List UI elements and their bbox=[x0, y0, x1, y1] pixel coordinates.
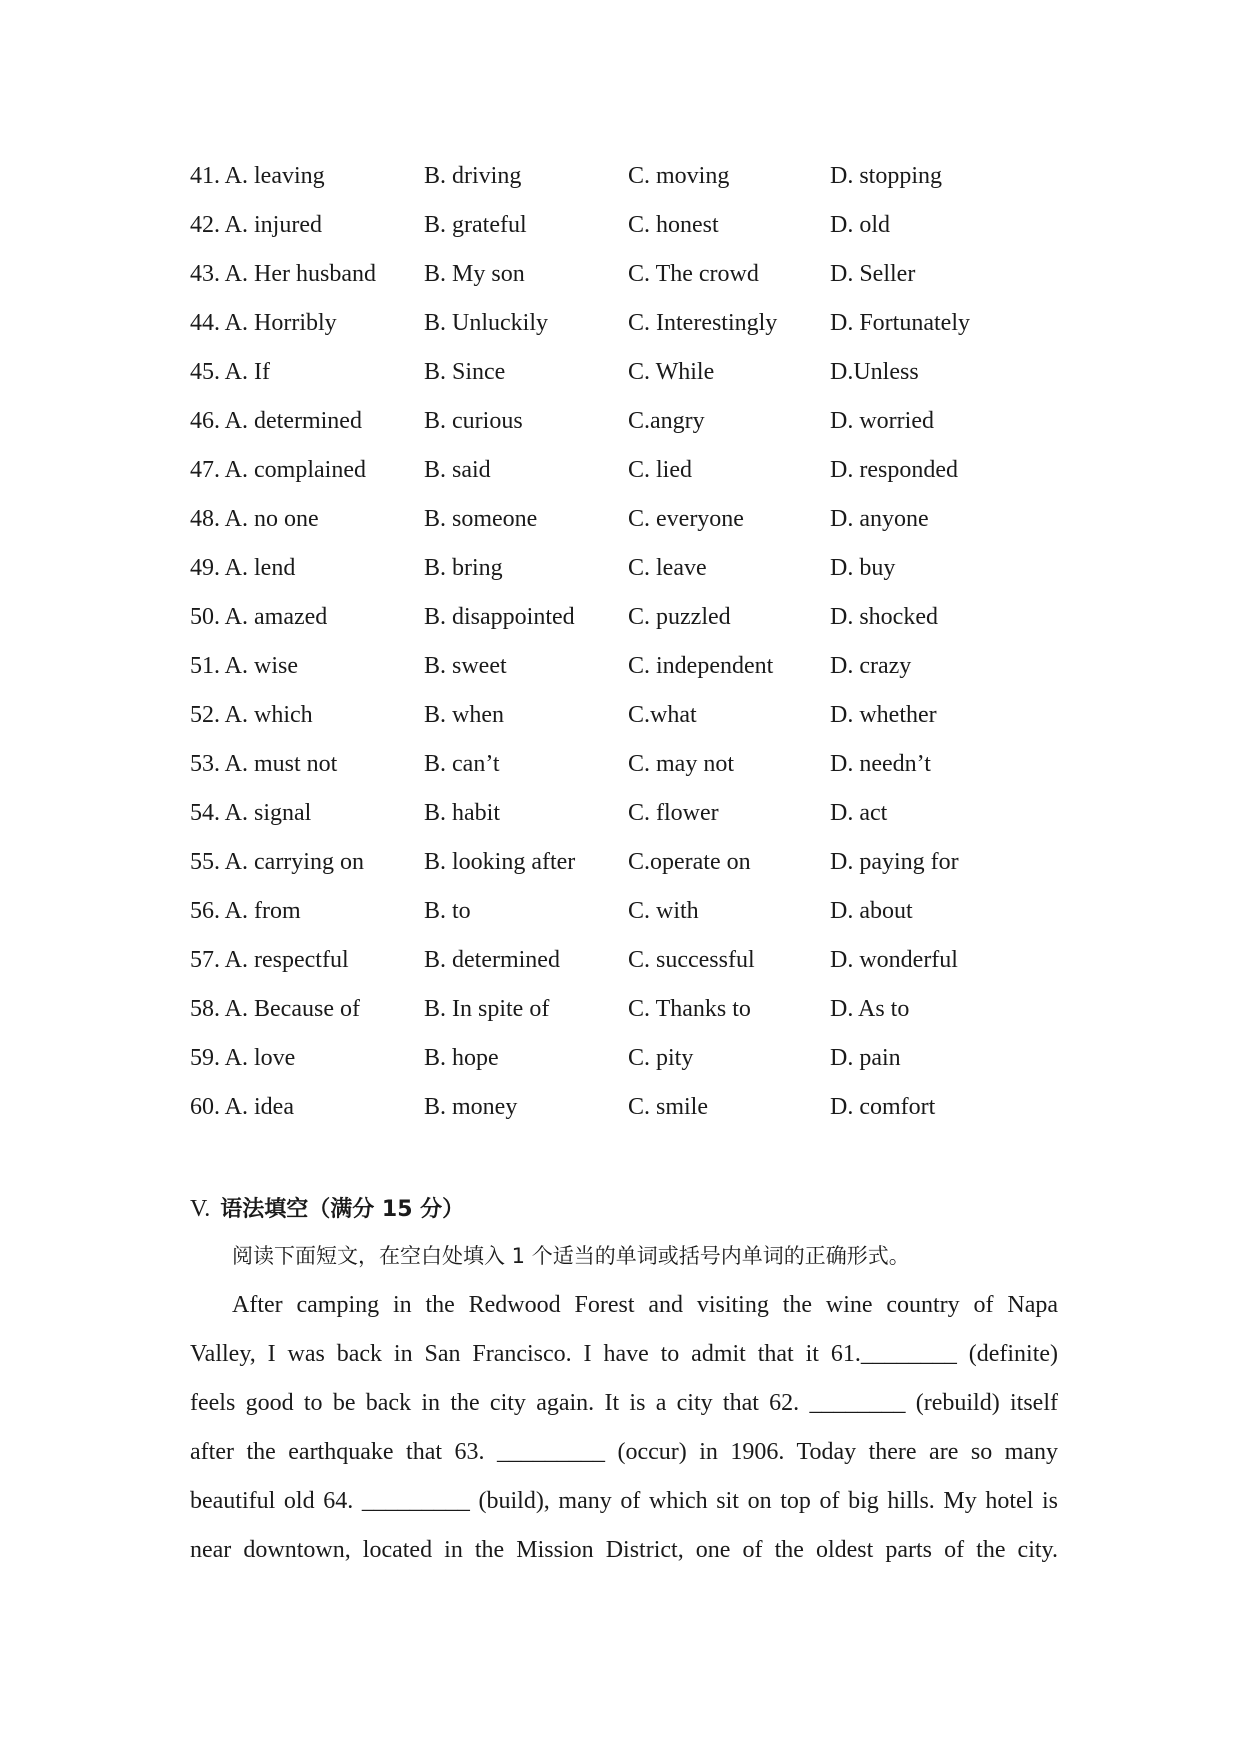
section-title: 语法填空（满分 15 分） bbox=[220, 1197, 465, 1222]
choice-row bbox=[190, 544, 1090, 593]
option-b: B. hope bbox=[424, 1045, 499, 1071]
choice-row bbox=[190, 642, 1090, 691]
option-b: B. Unluckily bbox=[424, 310, 548, 336]
option-c: C. moving bbox=[628, 163, 730, 189]
section-number: V. bbox=[190, 1196, 211, 1222]
option-a: 43. A. Her husband bbox=[190, 261, 376, 287]
option-c: C. Thanks to bbox=[628, 996, 751, 1022]
option-d: D. buy bbox=[830, 555, 896, 581]
option-b: B. someone bbox=[424, 506, 538, 532]
option-c: C. smile bbox=[628, 1094, 709, 1120]
option-a: 55. A. carrying on bbox=[190, 849, 364, 875]
option-b: B. grateful bbox=[424, 212, 527, 238]
option-d: D. shocked bbox=[830, 604, 938, 630]
choice-row bbox=[190, 1083, 1090, 1132]
choice-row bbox=[190, 887, 1090, 936]
option-d: D. paying for bbox=[830, 849, 959, 875]
choice-row bbox=[190, 201, 1090, 250]
option-c: C. The crowd bbox=[628, 261, 759, 287]
option-d: D. Seller bbox=[830, 261, 916, 287]
section-instruction: 阅读下面短文，在空白处填入 1 个适当的单词或括号内单词的正确形式。 bbox=[232, 1244, 910, 1268]
option-c: C.angry bbox=[628, 408, 705, 434]
option-b: B. when bbox=[424, 702, 504, 728]
choice-row bbox=[190, 936, 1090, 985]
grammar-section bbox=[190, 1186, 1058, 1575]
option-c: C. flower bbox=[628, 800, 719, 826]
option-a: 60. A. idea bbox=[190, 1094, 294, 1120]
passage-line: near downtown, located in the Mission District, one of the oldest parts of the city. bbox=[190, 1537, 1058, 1563]
choice-list bbox=[190, 152, 1090, 1132]
option-c: C. everyone bbox=[628, 506, 744, 532]
option-d: D. old bbox=[830, 212, 890, 238]
option-c: C. leave bbox=[628, 555, 707, 581]
option-b: B. disappointed bbox=[424, 604, 575, 630]
option-b: B. determined bbox=[424, 947, 560, 973]
option-d: D. act bbox=[830, 800, 888, 826]
option-b: B. money bbox=[424, 1094, 518, 1120]
option-b: B. In spite of bbox=[424, 996, 550, 1022]
option-a: 41. A. leaving bbox=[190, 163, 325, 189]
choice-row bbox=[190, 348, 1090, 397]
option-a: 54. A. signal bbox=[190, 800, 312, 826]
option-b: B. curious bbox=[424, 408, 523, 434]
option-b: B. sweet bbox=[424, 653, 507, 679]
passage bbox=[190, 1281, 1058, 1575]
option-a: 56. A. from bbox=[190, 898, 301, 924]
choice-row bbox=[190, 250, 1090, 299]
option-a: 42. A. injured bbox=[190, 212, 322, 238]
option-c: C. independent bbox=[628, 653, 774, 679]
option-a: 46. A. determined bbox=[190, 408, 362, 434]
choice-row bbox=[190, 691, 1090, 740]
choice-row bbox=[190, 397, 1090, 446]
option-d: D. comfort bbox=[830, 1094, 936, 1120]
option-d: D. worried bbox=[830, 408, 934, 434]
passage-line: Valley, I was back in San Francisco. I have to admit that it 61.________ (definite) bbox=[190, 1341, 1058, 1367]
option-a: 48. A. no one bbox=[190, 506, 319, 532]
choice-row bbox=[190, 495, 1090, 544]
option-b: B. habit bbox=[424, 800, 500, 826]
choice-row bbox=[190, 446, 1090, 495]
choice-row bbox=[190, 789, 1090, 838]
option-b: B. can’t bbox=[424, 751, 500, 777]
option-c: C. While bbox=[628, 359, 715, 385]
option-d: D. needn’t bbox=[830, 751, 931, 777]
option-b: B. to bbox=[424, 898, 471, 924]
option-a: 52. A. which bbox=[190, 702, 313, 728]
option-d: D. wonderful bbox=[830, 947, 958, 973]
option-d: D. stopping bbox=[830, 163, 943, 189]
option-a: 59. A. love bbox=[190, 1045, 296, 1071]
option-c: C. may not bbox=[628, 751, 734, 777]
option-d: D. Fortunately bbox=[830, 310, 970, 336]
option-c: C. puzzled bbox=[628, 604, 731, 630]
option-a: 47. A. complained bbox=[190, 457, 366, 483]
option-b: B. My son bbox=[424, 261, 525, 287]
option-a: 50. A. amazed bbox=[190, 604, 328, 630]
option-c: C. pity bbox=[628, 1045, 694, 1071]
choice-row bbox=[190, 593, 1090, 642]
section-heading bbox=[190, 1186, 1058, 1232]
option-c: C. with bbox=[628, 898, 699, 924]
option-d: D. about bbox=[830, 898, 913, 924]
option-a: 51. A. wise bbox=[190, 653, 298, 679]
option-b: B. driving bbox=[424, 163, 522, 189]
choice-row bbox=[190, 985, 1090, 1034]
passage-line: feels good to be back in the city again. It is a city that 62. ________ (rebuild) itself bbox=[190, 1390, 1058, 1416]
option-c: C. Interestingly bbox=[628, 310, 778, 336]
option-c: C.what bbox=[628, 702, 697, 728]
choice-row bbox=[190, 1034, 1090, 1083]
option-d: D.Unless bbox=[830, 359, 919, 385]
option-d: D. crazy bbox=[830, 653, 912, 679]
passage-line: After camping in the Redwood Forest and visiting the wine country of Napa bbox=[232, 1292, 1058, 1318]
option-a: 45. A. If bbox=[190, 359, 270, 385]
option-a: 58. A. Because of bbox=[190, 996, 360, 1022]
option-b: B. bring bbox=[424, 555, 503, 581]
option-a: 57. A. respectful bbox=[190, 947, 349, 973]
choice-row bbox=[190, 838, 1090, 887]
option-b: B. looking after bbox=[424, 849, 576, 875]
passage-line: after the earthquake that 63. _________ (occur) in 1906. Today there are so many bbox=[190, 1439, 1058, 1465]
option-a: 53. A. must not bbox=[190, 751, 338, 777]
choice-row bbox=[190, 152, 1090, 201]
option-c: C. lied bbox=[628, 457, 692, 483]
option-a: 44. A. Horribly bbox=[190, 310, 337, 336]
option-d: D. pain bbox=[830, 1045, 901, 1071]
option-d: D. As to bbox=[830, 996, 910, 1022]
option-b: B. said bbox=[424, 457, 491, 483]
option-d: D. responded bbox=[830, 457, 958, 483]
choice-row bbox=[190, 299, 1090, 348]
option-c: C. honest bbox=[628, 212, 719, 238]
choice-row bbox=[190, 740, 1090, 789]
option-b: B. Since bbox=[424, 359, 506, 385]
option-d: D. whether bbox=[830, 702, 937, 728]
passage-line: beautiful old 64. _________ (build), many of which sit on top of big hills. My hotel is bbox=[190, 1488, 1058, 1514]
option-c: C. successful bbox=[628, 947, 755, 973]
option-c: C.operate on bbox=[628, 849, 751, 875]
option-a: 49. A. lend bbox=[190, 555, 296, 581]
option-d: D. anyone bbox=[830, 506, 929, 532]
